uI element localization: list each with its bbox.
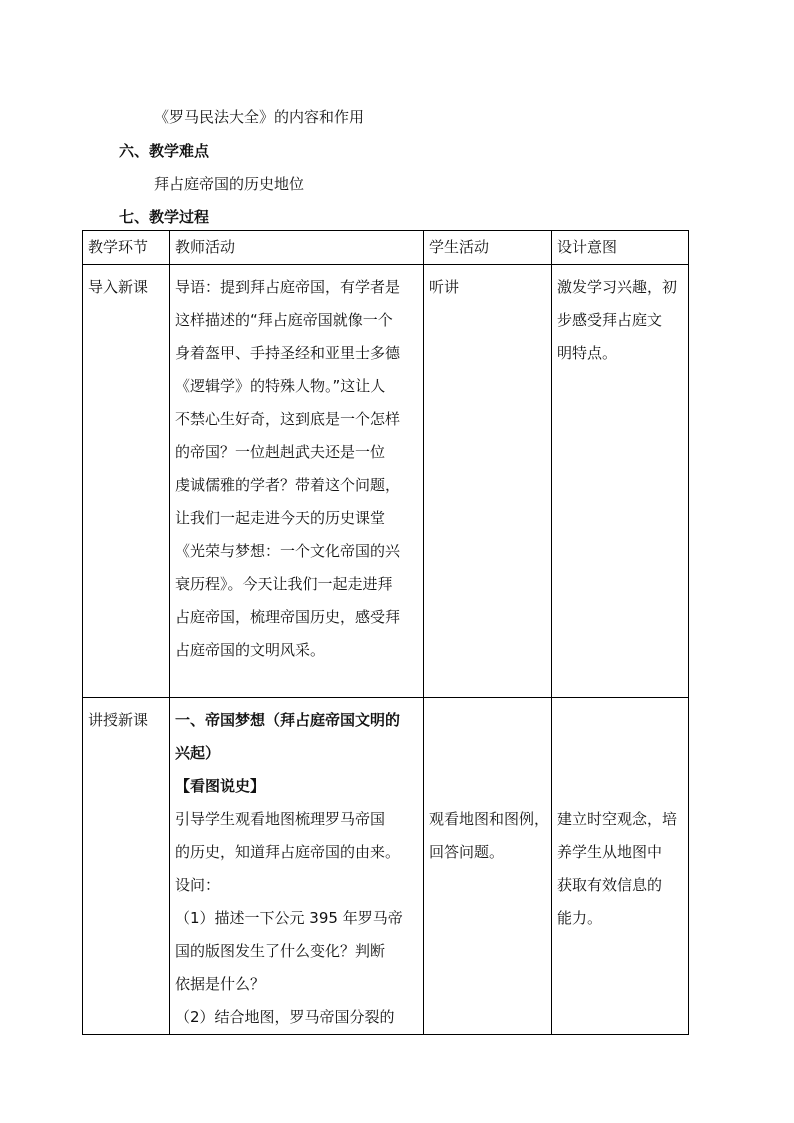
text-line <box>429 770 546 803</box>
header-teacher-activity: 教师活动 <box>170 231 424 265</box>
header-student-activity: 学生活动 <box>424 231 552 265</box>
text-line <box>429 737 546 770</box>
design-intent-cell <box>552 265 689 698</box>
text-line: 《光荣与梦想：一个文化帝国的兴 <box>175 542 401 560</box>
text-line: 衰历程》。今天让我们一起走进拜 <box>175 575 393 593</box>
section6-heading: 六、教学难点 <box>119 142 210 160</box>
text-line: 《逻辑学》的特殊人物。”这让人 <box>175 377 386 395</box>
text-line: 设问： <box>175 876 221 894</box>
text-line: 依据是什么？ <box>175 975 266 993</box>
text-line <box>557 704 683 737</box>
teaching-process-table <box>82 230 689 1035</box>
design-intent-cell <box>552 698 689 1035</box>
text-line: 养学生从地图中 <box>557 843 663 861</box>
text-line <box>557 770 683 803</box>
text-line: 让我们一起走进今天的历史课堂 <box>175 509 386 527</box>
text-line: 一、帝国梦想（拜占庭帝国文明的 <box>175 711 401 729</box>
header-stage: 教学环节 <box>83 231 170 265</box>
text-line: 不禁心生好奇，这到底是一个怎样 <box>175 410 401 428</box>
section6-content: 拜占庭帝国的历史地位 <box>154 175 305 193</box>
text-line <box>429 704 546 737</box>
text-line: 兴起） <box>175 744 221 762</box>
text-line: 激发学习兴趣，初 <box>557 278 678 296</box>
text-line <box>557 737 683 770</box>
text-line: （2）结合地图，罗马帝国分裂的 <box>175 1008 395 1026</box>
intro-line: 《罗马民法大全》的内容和作用 <box>154 108 365 126</box>
text-line: 听讲 <box>429 278 460 296</box>
text-line: 这样描述的“拜占庭帝国就像一个 <box>175 311 393 329</box>
student-activity-cell <box>424 698 552 1035</box>
table-row <box>83 698 689 1035</box>
stage-cell: 导入新课 <box>83 265 170 698</box>
text-line: 明特点。 <box>557 344 618 362</box>
student-activity-cell <box>424 265 552 698</box>
text-line: 获取有效信息的 <box>557 876 663 894</box>
text-line: 导语：提到拜占庭帝国，有学者是 <box>175 278 401 296</box>
text-line: 的历史，知道拜占庭帝国的由来。 <box>175 843 401 861</box>
text-line: 能力。 <box>557 909 603 927</box>
section7-heading: 七、教学过程 <box>119 208 210 226</box>
text-line: 【看图说史】 <box>175 777 266 795</box>
text-line: 国的版图发生了什么变化？判断 <box>175 942 386 960</box>
header-design-intent: 设计意图 <box>552 231 689 265</box>
stage-cell: 讲授新课 <box>83 698 170 1035</box>
text-line: 观看地图和图例， <box>429 810 550 828</box>
text-line: 占庭帝国的文明风采。 <box>175 641 326 659</box>
table-row <box>83 265 689 698</box>
table-header-row <box>83 231 689 265</box>
teacher-activity-cell <box>170 698 424 1035</box>
teacher-activity-cell <box>170 265 424 698</box>
text-line: 回答问题。 <box>429 843 505 861</box>
text-line: 占庭帝国，梳理帝国历史，感受拜 <box>175 608 401 626</box>
text-line: 步感受拜占庭文 <box>557 311 663 329</box>
text-line: 引导学生观看地图梳理罗马帝国 <box>175 810 386 828</box>
text-line: 虔诚儒雅的学者？带着这个问题， <box>175 476 401 494</box>
text-line: 的帝国？一位赳赳武夫还是一位 <box>175 443 386 461</box>
text-line: （1）描述一下公元 395 年罗马帝 <box>175 909 403 927</box>
text-line: 身着盔甲、手持圣经和亚里士多德 <box>175 344 401 362</box>
text-line: 建立时空观念，培 <box>557 810 678 828</box>
